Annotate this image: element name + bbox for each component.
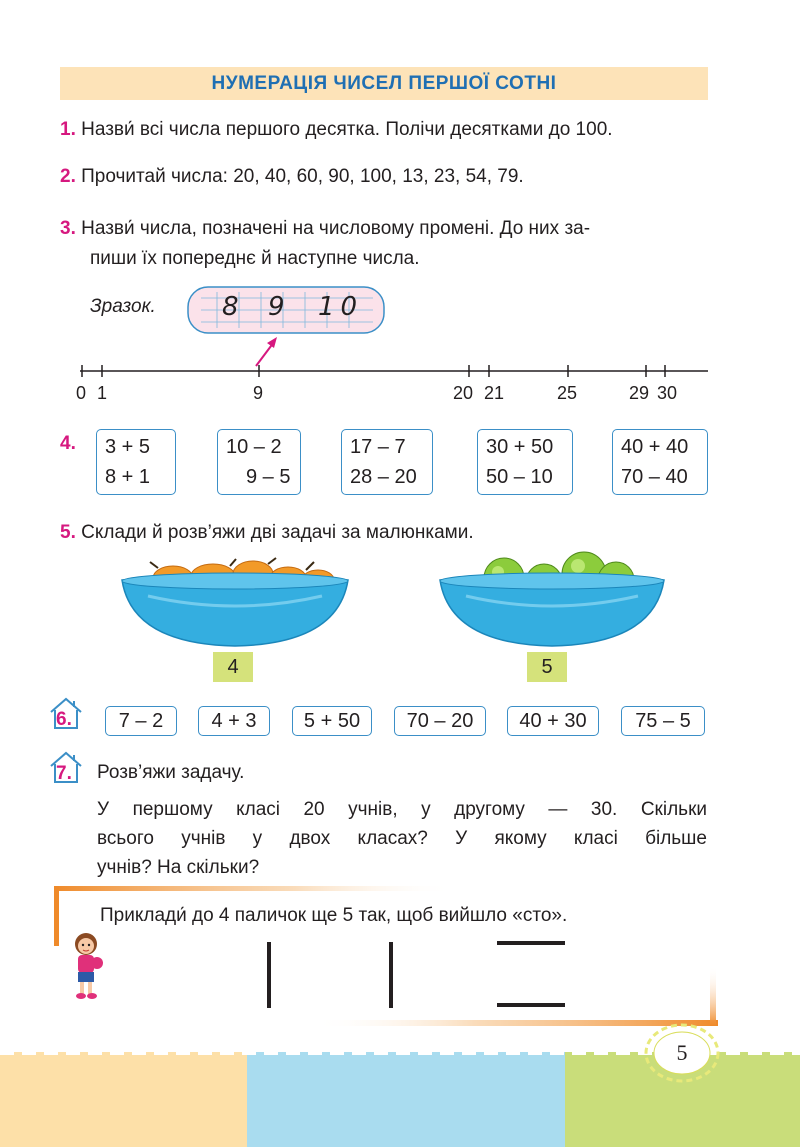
stick (267, 942, 271, 1008)
exercise: 10 – 2 (226, 436, 282, 458)
exercise-box: 40 + 30 (507, 706, 599, 736)
exercise-box (612, 429, 708, 495)
exercise-box: 5 + 50 (292, 706, 372, 736)
tick-label-29: 29 (629, 383, 650, 403)
exercise: 40 + 40 (621, 436, 689, 458)
task-text: Назви́ всі числа першого десятка. Полічи десятками до 100. (81, 119, 613, 140)
task-3 (60, 215, 590, 243)
task-6-number: 6. (56, 709, 72, 730)
task-4-number: 4. (60, 433, 76, 454)
exercise: 3 + 5 (105, 436, 151, 458)
tick-label-9: 9 (253, 383, 264, 403)
task-number: 3. (60, 218, 76, 239)
exercise: 30 + 50 (486, 436, 554, 458)
task-2 (60, 163, 524, 191)
exercise: 70 – 40 (621, 466, 688, 488)
exercise: 28 – 20 (350, 466, 417, 488)
puzzle-text: Приклади́ до 4 паличок ще 5 так, щоб вийшло «сто». (100, 905, 568, 926)
task-number: 1. (60, 119, 76, 140)
exercise-box (96, 429, 176, 495)
tick-label-20: 20 (453, 383, 474, 403)
sample-value-8: 8 (222, 292, 239, 322)
count-label-pears: 4 (213, 652, 253, 682)
tick-label-1: 1 (97, 383, 108, 403)
exercise: 17 – 7 (350, 436, 406, 458)
bowl-of-pears-illustration (118, 556, 352, 648)
exercise: 50 – 10 (486, 466, 553, 488)
task-7-problem (97, 795, 707, 882)
stick (389, 942, 393, 1008)
task-text: Склади й розв’яжи дві задачі за малюнками. (81, 522, 474, 543)
number-line (76, 360, 716, 384)
tick-label-25: 25 (557, 383, 578, 403)
tick-label-0: 0 (76, 383, 87, 403)
exercise: 8 + 1 (105, 466, 151, 488)
footer-band-peach (0, 1052, 247, 1147)
tick-label-21: 21 (484, 383, 505, 403)
footer-band-blue (247, 1052, 565, 1147)
exercise-box: 7 – 2 (105, 706, 177, 736)
problem-line: всього учнів у двох класах? У якому класі більше (97, 828, 707, 849)
sample-label: Зразок. (90, 296, 156, 317)
sample-value-10: 10 (318, 292, 364, 322)
exercise: 9 – 5 (246, 466, 291, 488)
exercise-box (217, 429, 301, 495)
task-text: Прочитай числа: 20, 40, 60, 90, 100, 13, 23, 54, 79. (81, 166, 524, 187)
exercise-box: 70 – 20 (394, 706, 486, 736)
task-1 (60, 116, 613, 144)
task-7-heading: Розв’яжи задачу. (97, 762, 245, 783)
task-text-line2: пиши їх попереднє й наступне числа. (90, 248, 420, 269)
exercise-box: 4 + 3 (198, 706, 270, 736)
problem-line: учнів? На скільки? (97, 857, 260, 878)
task-7-number: 7. (56, 763, 72, 784)
section-title: НУМЕРАЦІЯ ЧИСЕЛ ПЕРШОЇ СОТНІ (60, 67, 708, 100)
task-number: 2. (60, 166, 76, 187)
stick (497, 941, 565, 945)
task-number: 5. (60, 522, 76, 543)
exercise-box: 75 – 5 (621, 706, 705, 736)
count-label-apples: 5 (527, 652, 567, 682)
page-number: 5 (676, 1040, 688, 1065)
girl-illustration (64, 930, 114, 1002)
problem-line: У першому класі 20 учнів, у другому — 30. Скільки (97, 799, 707, 820)
task-text-line1: Назви́ числа, позначені на числовому промені. До них за- (81, 218, 591, 239)
task-5 (60, 519, 474, 547)
exercise-box (341, 429, 433, 495)
tick-label-30: 30 (657, 383, 678, 403)
exercise-box (477, 429, 573, 495)
sample-value-9: 9 (268, 292, 285, 322)
bowl-of-apples-illustration (436, 548, 668, 648)
stick (497, 1003, 565, 1007)
